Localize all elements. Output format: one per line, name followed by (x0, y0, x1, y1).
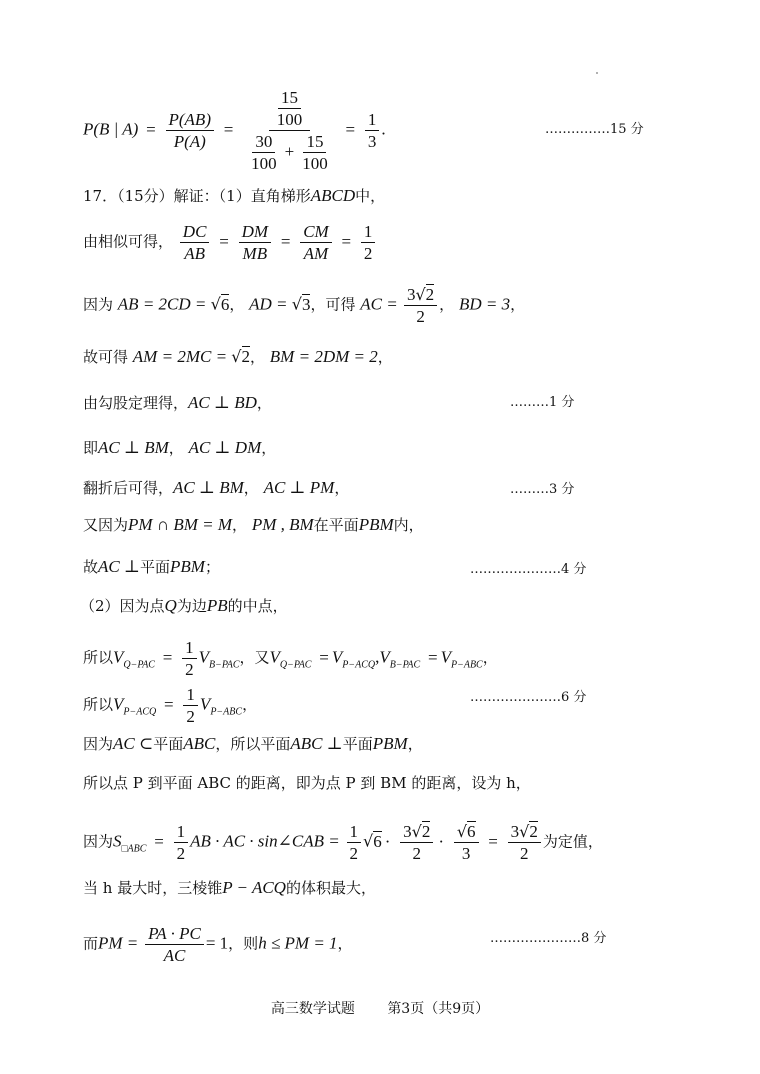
frac-pab-pa: $\frac{P(AB)}{P(A)}$ (166, 110, 214, 151)
score-4: …………………4 分 (470, 562, 587, 577)
pm-line: 而PM = $\frac{PA \cdot PC}{AC}$ = 1，则h ≤ PM = 1， (83, 924, 353, 965)
q17-header: 17．（15分）解证：（1）直角梯形ABCD中， (83, 186, 386, 205)
area-line: 因为$S_{□ABC}$ = $\frac{1}{2}$ AB · AC · sin∠CAB = $\frac{1}{2}$ √6 · $\frac{3√2}{2}$ · $\frac{√6}{3}$ = $\frac{3√2}{2}$ 为定值， (83, 822, 603, 863)
score-15: ……………15 分 (545, 122, 644, 137)
max-line: 当 h 最大时，三棱锥P − ACQ的体积最大， (83, 878, 376, 897)
pythagoras-line: 由勾股定理得，AC ⊥ BD， (83, 393, 272, 412)
volume-result: 所以$V_{P-ACQ}$ = $\frac{1}{2}$ $V_{P-ABC}$， (83, 685, 258, 726)
score-1: ………1 分 (510, 395, 575, 410)
score-3: ………3 分 (510, 482, 575, 497)
part2-header: （2）因为点Q为边PB的中点， (80, 596, 288, 615)
scan-dot (596, 72, 598, 74)
p-b-given-a: P(B | A) (83, 119, 139, 139)
am-line: 故可得 AM = 2MC = √2， BM = 2DM = 2， (83, 347, 393, 366)
volume-relation: 所以$V_{Q-PAC}$ = $\frac{1}{2}$ $V_{B-PAC}$，又$V_{Q-PAC} = V_{P-ACQ},V_{B-PAC} = V_{P-ABC}$， (83, 638, 498, 679)
compound-fraction: $\frac{15}{100}$ $\frac{30}{100}$ + $\frac{15}{100}$ (251, 88, 328, 173)
ab-2cd-line: 因为 AB = 2CD = √6， AD = √3，可得 AC = $\frac{3√2}{2}$ ， BD = 3， (83, 285, 526, 326)
score-8: …………………8 分 (490, 931, 607, 946)
score-6: …………………6 分 (470, 690, 587, 705)
footer-title: 高三数学试题 (270, 1001, 355, 1017)
ji-line: 即AC ⊥ BM， AC ⊥ DM， (83, 438, 277, 457)
conclusion-1: 故AC ⊥平面PBM； (83, 557, 220, 576)
similarity-line: 由相似可得， $\frac{DC}{AB}$ = $\frac{DM}{MB}$ = $\frac{CM}{AM}$ = $\frac{1}{2}$ (83, 222, 377, 263)
plane-perp-line: 因为AC ⊂平面ABC，所以平面ABC ⊥平面PBM， (83, 734, 423, 753)
footer-page-number: 第3页（共9页） (387, 1001, 490, 1017)
cond-prob-formula: P(B | A) = $\frac{P(AB)}{P(A)}$ = $\frac{15}{100}$ $\frac{30}{100}$ + $\frac{15}{100}$ = $\frac{1}{3}$ . (83, 88, 386, 173)
intersection-line: 又因为PM ∩ BM = M， PM , BM在平面PBM内， (83, 515, 424, 534)
fold-line: 翻折后可得，AC ⊥ BM， AC ⊥ PM， (83, 478, 350, 497)
distance-line: 所以点 P 到平面 ABC 的距离，即为点 P 到 BM 的距离，设为 h， (83, 774, 531, 792)
page-footer (0, 998, 760, 1018)
